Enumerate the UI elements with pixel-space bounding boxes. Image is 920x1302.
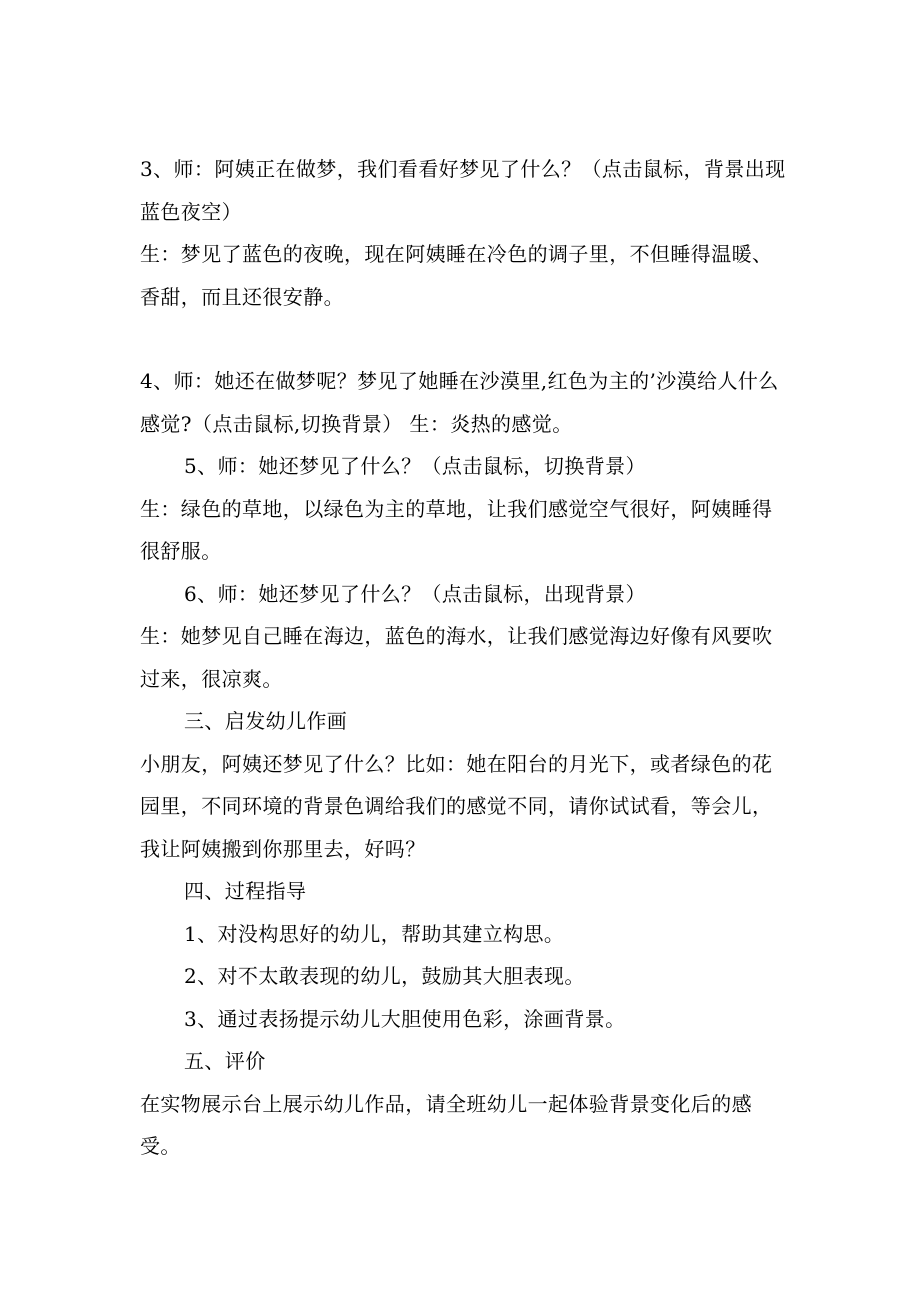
paragraph-drawing-prompt: 小朋友，阿姨还梦见了什么？比如：她在阳台的月光下，或者绿色的花园里，不同环境的背景色调给我们的感觉不同，请你试试看，等会儿，我让阿姨搬到你那里去，好吗？ bbox=[140, 751, 773, 861]
paragraph-guidance-1: 1、对没构思好的幼儿，帮助其建立构思。 bbox=[184, 921, 565, 946]
paragraph-teacher-step-6: 6、师：她还梦见了什么？（点击鼠标，出现背景） bbox=[184, 581, 646, 606]
paragraph-guidance-3: 3、通过表扬提示幼儿大胆使用色彩，涂画背景。 bbox=[184, 1006, 626, 1031]
section-heading-drawing: 三、启发幼儿作画 bbox=[184, 709, 348, 733]
paragraph-gap bbox=[140, 318, 790, 360]
paragraph-teacher-step-3: 3、师：阿姨正在做梦，我们看看好梦见了什么？（点击鼠标，背景出现蓝色夜空） bbox=[140, 157, 786, 224]
section-heading-guidance: 四、过程指导 bbox=[184, 879, 307, 903]
paragraph-student-answer-night: 生：梦见了蓝色的夜晚，现在阿姨睡在冷色的调子里，不但睡得温暖、香甜，而且还很安静。 bbox=[140, 242, 773, 309]
section-heading-evaluation: 五、评价 bbox=[184, 1049, 266, 1073]
paragraph-teacher-step-5: 5、师：她还梦见了什么？（点击鼠标，切换背景） bbox=[184, 454, 646, 478]
document-body bbox=[140, 148, 790, 1168]
paragraph-evaluation: 在实物展示台上展示幼儿作品，请全班幼儿一起体验背景变化后的感受。 bbox=[140, 1091, 752, 1158]
paragraph-student-answer-sea: 生：她梦见自己睡在海边，蓝色的海水，让我们感觉海边好像有风要吹过来，很凉爽。 bbox=[140, 624, 773, 691]
paragraph-guidance-2: 2、对不太敢表现的幼儿，鼓励其大胆表现。 bbox=[184, 964, 585, 988]
paragraph-student-answer-grass: 生：绿色的草地，以绿色为主的草地，让我们感觉空气很好，阿姨睡得很舒服。 bbox=[140, 496, 773, 563]
paragraph-teacher-step-4: 4、师：她还在做梦呢？梦见了她睡在沙漠里,红色为主的’沙漠给人什么感觉?（点击鼠标,切换背景） 生：炎热的感觉。 bbox=[140, 369, 779, 436]
